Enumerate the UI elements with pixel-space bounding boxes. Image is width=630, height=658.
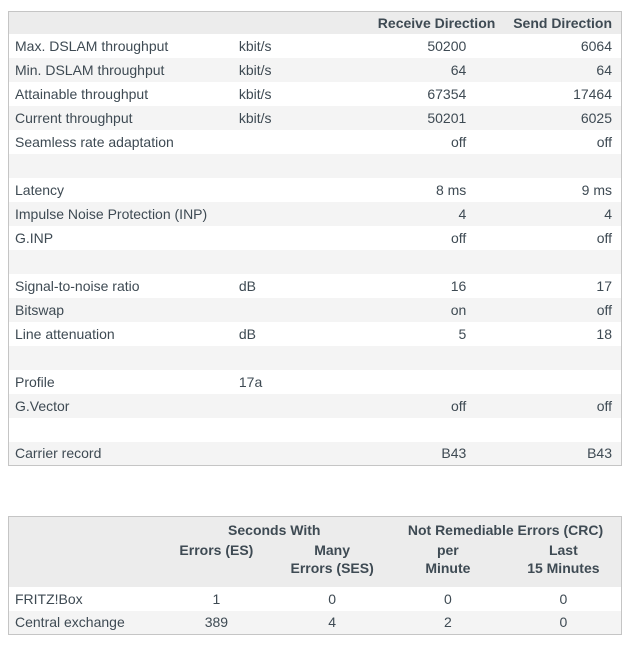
receive-value: 64 (450, 61, 467, 78)
table-row (9, 34, 622, 58)
send-value: off (596, 397, 612, 414)
send-value (504, 370, 621, 394)
param-unit: kbit/s (238, 61, 272, 78)
param-label: Impulse Noise Protection (INP) (15, 205, 208, 222)
error-counters-table (8, 516, 622, 635)
crc-last-15-value: 0 (559, 590, 568, 607)
send-value: 64 (596, 61, 612, 78)
table-row (9, 394, 622, 418)
crc-per-minute-value: 2 (443, 614, 452, 631)
empty-header-cell (239, 12, 366, 34)
column-header-ses: Many Errors (SES) (290, 541, 374, 576)
receive-value: 5 (458, 325, 467, 342)
spacer-row (9, 346, 622, 370)
param-unit (239, 298, 366, 322)
param-label: Line attenuation (15, 325, 115, 342)
group-header-seconds-with: Seconds With (228, 522, 321, 539)
param-label: Seamless rate adaptation (15, 133, 174, 150)
group-header-row (9, 517, 622, 541)
receive-value: 50200 (427, 37, 467, 54)
table-row (9, 370, 622, 394)
table-row (9, 130, 622, 154)
receive-direction-header: Receive Direction (377, 14, 496, 31)
device-label: FRITZ!Box (15, 590, 83, 607)
param-unit (239, 178, 366, 202)
crc-last-15-value: 0 (559, 614, 568, 631)
receive-value: off (450, 397, 467, 414)
empty-header-cell (9, 541, 159, 587)
group-header-crc: Not Remediable Errors (CRC) (407, 522, 604, 539)
ses-value: 4 (328, 614, 337, 631)
param-unit (239, 442, 366, 466)
send-value: 6064 (580, 37, 612, 54)
send-value: off (596, 301, 612, 318)
param-unit: dB (238, 325, 256, 342)
table-row (9, 226, 622, 250)
send-value: 17 (596, 277, 612, 294)
receive-value: on (450, 301, 467, 318)
receive-value: 4 (458, 205, 467, 222)
param-unit (239, 394, 366, 418)
table-row (9, 202, 622, 226)
ses-value: 0 (328, 590, 337, 607)
receive-value (366, 370, 504, 394)
receive-value: 67354 (427, 85, 467, 102)
param-label: Signal-to-noise ratio (15, 277, 140, 294)
table-row (9, 298, 622, 322)
table-header-row (9, 12, 622, 34)
send-value: 17464 (573, 85, 612, 102)
table-row (9, 106, 622, 130)
send-value: off (596, 229, 612, 246)
table-row (9, 611, 622, 635)
param-unit: kbit/s (238, 109, 272, 126)
column-header-es: Errors (ES) (179, 541, 254, 558)
es-value: 1 (212, 590, 221, 607)
send-value: 18 (596, 325, 612, 342)
send-value: 4 (604, 205, 612, 222)
spacer-row (9, 418, 622, 442)
send-value: B43 (587, 445, 612, 462)
table-row (9, 322, 622, 346)
crc-per-minute-value: 0 (443, 590, 452, 607)
column-header-last-15-minutes: Last 15 Minutes (527, 541, 600, 576)
table-row (9, 58, 622, 82)
param-label: Attainable throughput (15, 85, 149, 102)
send-direction-header: Send Direction (513, 14, 612, 31)
param-label: G.INP (15, 229, 54, 246)
table-row (9, 82, 622, 106)
dsl-parameters-table (8, 11, 622, 466)
spacer-row (9, 154, 622, 178)
param-label: Carrier record (15, 445, 102, 462)
send-value: 9 ms (581, 181, 612, 198)
param-label: Max. DSLAM throughput (15, 37, 169, 54)
table-row (9, 274, 622, 298)
param-unit (239, 226, 366, 250)
param-label: G.Vector (15, 397, 70, 414)
receive-value: 50201 (427, 109, 467, 126)
receive-value: B43 (441, 445, 467, 462)
receive-value: 16 (450, 277, 467, 294)
param-unit (239, 202, 366, 226)
param-unit: dB (238, 277, 256, 294)
param-label: Latency (15, 181, 65, 198)
error-table-header (9, 517, 622, 587)
send-value: 6025 (580, 109, 612, 126)
param-label: Bitswap (15, 301, 65, 318)
receive-value: off (450, 133, 467, 150)
empty-header-cell (9, 517, 159, 541)
param-unit: kbit/s (238, 85, 272, 102)
table-row (9, 587, 622, 611)
receive-value: 8 ms (435, 181, 467, 198)
param-unit: 17a (238, 373, 263, 390)
es-value: 389 (204, 614, 229, 631)
receive-value: off (450, 229, 467, 246)
table-row (9, 442, 622, 466)
device-label: Central exchange (15, 614, 125, 631)
table-row (9, 178, 622, 202)
param-unit (239, 130, 366, 154)
param-label: Profile (15, 373, 55, 390)
empty-header-cell (9, 12, 239, 34)
column-header-per-minute: per Minute (425, 541, 471, 576)
param-label: Min. DSLAM throughput (15, 61, 165, 78)
send-value: off (596, 133, 612, 150)
param-unit: kbit/s (238, 37, 272, 54)
column-header-row (9, 541, 622, 587)
spacer-row (9, 250, 622, 274)
param-label: Current throughput (15, 109, 133, 126)
